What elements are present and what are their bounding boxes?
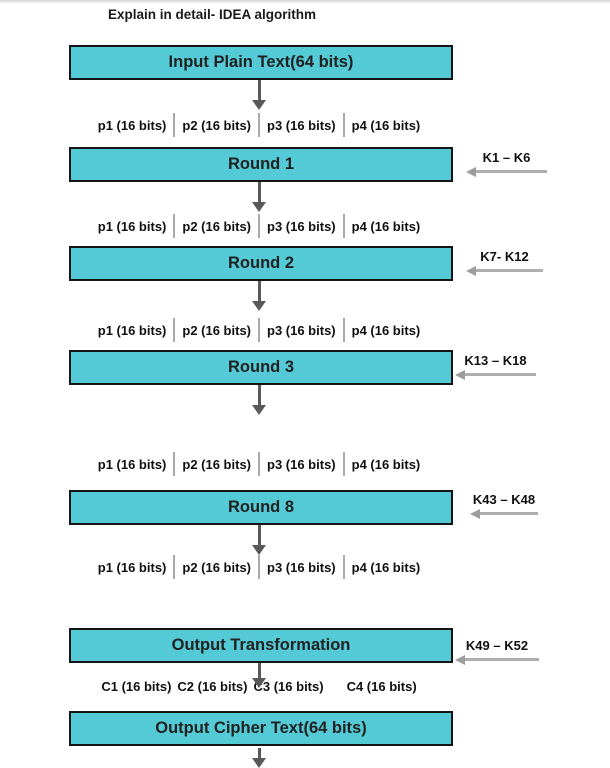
p-label: p4 (16 bits) — [351, 559, 421, 575]
flow-box-round-8 — [69, 490, 453, 525]
down-arrow-icon — [252, 405, 266, 415]
down-arrow-shaft — [258, 281, 261, 302]
p-row-2 — [69, 215, 449, 237]
window-top-edge — [0, 0, 610, 4]
row-separator — [173, 318, 175, 342]
row-separator — [343, 113, 345, 137]
left-arrowhead-icon — [455, 655, 465, 665]
left-arrow-icon — [466, 166, 547, 177]
p-label: p2 (16 bits) — [182, 456, 251, 472]
row-separator — [173, 452, 175, 476]
row-separator — [258, 214, 260, 238]
left-arrow-icon — [470, 508, 538, 519]
flow-box-label: Output Transformation — [171, 636, 351, 654]
p-label: p1 (16 bits) — [97, 117, 167, 133]
left-arrowhead-icon — [466, 167, 476, 177]
down-arrow-shaft — [258, 385, 261, 406]
row-separator — [258, 318, 260, 342]
key-arrow-k1-k6 — [466, 150, 547, 177]
left-arrow-icon — [455, 369, 536, 380]
p-label: p1 (16 bits) — [97, 322, 167, 338]
arrow-shaft — [480, 512, 538, 515]
arrow-shaft — [476, 170, 547, 173]
row-separator — [343, 555, 345, 579]
down-arrow-icon — [252, 758, 266, 768]
row-separator — [343, 452, 345, 476]
down-arrow-icon — [252, 545, 266, 555]
arrow-shaft — [465, 658, 539, 661]
key-label: K1 – K6 — [482, 150, 531, 165]
p-label: p4 (16 bits) — [351, 322, 421, 338]
flow-box-label: Output Cipher Text(64 bits) — [155, 719, 367, 737]
p-label: p4 (16 bits) — [351, 117, 421, 133]
flow-box-input-plain-text — [69, 45, 453, 80]
p-label: p1 (16 bits) — [97, 218, 167, 234]
down-arrow-icon — [252, 202, 266, 212]
flow-box-label: Round 8 — [228, 498, 294, 516]
p-label: p1 (16 bits) — [97, 456, 167, 472]
diagram-title: Explain in detail- IDEA algorithm — [108, 7, 317, 22]
key-label: K13 – K18 — [464, 353, 527, 368]
flow-box-round-2 — [69, 246, 453, 281]
down-arrow-shaft — [258, 663, 261, 679]
row-separator — [343, 318, 345, 342]
left-arrow-icon — [455, 654, 539, 665]
key-arrow-k7-k12 — [466, 249, 543, 276]
row-separator — [258, 113, 260, 137]
flow-box-label: Round 2 — [228, 254, 294, 272]
arrow-shaft — [465, 373, 536, 376]
down-arrow-shaft — [258, 182, 261, 203]
key-label: K49 – K52 — [465, 638, 529, 653]
down-arrow-icon — [252, 301, 266, 311]
c-label: C1 (16 bits) — [101, 678, 172, 694]
flow-box-label: Round 3 — [228, 358, 294, 376]
p-label: p2 (16 bits) — [182, 218, 251, 234]
down-arrow-icon — [252, 100, 266, 110]
p-label: p4 (16 bits) — [351, 456, 421, 472]
row-separator — [258, 555, 260, 579]
c-label: C3 (16 bits) — [253, 678, 324, 694]
p-label: p2 (16 bits) — [182, 559, 251, 575]
flow-box-round-1 — [69, 147, 453, 182]
down-arrow-shaft — [258, 525, 261, 546]
p-label: p2 (16 bits) — [182, 117, 251, 133]
left-arrow-icon — [466, 265, 543, 276]
p-row-1 — [69, 114, 449, 136]
down-arrow-shaft — [258, 80, 261, 101]
p-label: p3 (16 bits) — [267, 456, 336, 472]
left-arrowhead-icon — [455, 370, 465, 380]
left-arrowhead-icon — [470, 509, 480, 519]
key-label: K43 – K48 — [472, 492, 536, 507]
p-label: p3 (16 bits) — [267, 218, 336, 234]
key-arrow-k49-k52 — [455, 638, 539, 665]
p-label: p2 (16 bits) — [182, 322, 251, 338]
flow-box-label: Round 1 — [228, 155, 294, 173]
flow-box-round-3 — [69, 350, 453, 385]
p-row-4 — [69, 453, 449, 475]
key-arrow-k43-k48 — [470, 492, 538, 519]
key-arrow-k13-k18 — [455, 353, 536, 380]
arrow-shaft — [476, 269, 543, 272]
row-separator — [173, 214, 175, 238]
p-label: p3 (16 bits) — [267, 117, 336, 133]
p-label: p3 (16 bits) — [267, 559, 336, 575]
p-row-5 — [69, 556, 449, 578]
flow-box-label: Input Plain Text(64 bits) — [168, 53, 354, 71]
left-arrowhead-icon — [466, 266, 476, 276]
c-label: C4 (16 bits) — [346, 678, 417, 694]
p-label: p4 (16 bits) — [351, 218, 421, 234]
row-separator — [343, 214, 345, 238]
row-separator — [258, 452, 260, 476]
flow-box-output-transformation — [69, 628, 453, 663]
p-label: p1 (16 bits) — [97, 559, 167, 575]
c-label: C2 (16 bits) — [177, 678, 248, 694]
flow-box-output-cipher-text — [69, 711, 453, 746]
key-label: K7- K12 — [480, 249, 529, 264]
row-separator — [173, 555, 175, 579]
p-row-3 — [69, 319, 449, 341]
p-label: p3 (16 bits) — [267, 322, 336, 338]
row-separator — [173, 113, 175, 137]
down-arrow-icon — [252, 678, 266, 688]
